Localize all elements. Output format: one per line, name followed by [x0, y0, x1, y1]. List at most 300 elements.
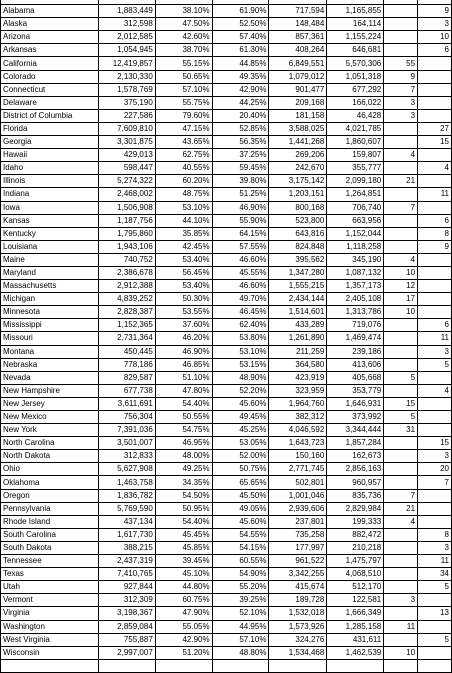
dem-votes-cell[interactable]: 3,588,025: [269, 122, 327, 135]
rep-electoral-cell[interactable]: [418, 83, 452, 96]
dem-electoral-cell[interactable]: 3: [384, 96, 418, 109]
dem-electoral-cell[interactable]: [384, 607, 418, 620]
rep-percent-cell[interactable]: 46.90%: [212, 201, 269, 214]
rep-votes-cell[interactable]: 3,344,444: [327, 424, 384, 437]
dem-votes-cell[interactable]: 643,816: [269, 227, 327, 240]
state-cell[interactable]: Missouri: [1, 332, 99, 345]
dem-votes-cell[interactable]: 523,800: [269, 214, 327, 227]
state-cell[interactable]: Massachusetts: [1, 280, 99, 293]
rep-percent-cell[interactable]: 49.05%: [212, 502, 269, 515]
rep-votes-cell[interactable]: 1,285,158: [327, 620, 384, 633]
rep-percent-cell[interactable]: 52.50%: [212, 18, 269, 31]
rep-votes-cell[interactable]: 210,218: [327, 541, 384, 554]
state-cell[interactable]: Arkansas: [1, 44, 99, 57]
total-votes-cell[interactable]: 1,836,782: [98, 489, 155, 502]
total-votes-cell[interactable]: 3,301,875: [98, 136, 155, 149]
dem-percent-cell[interactable]: 55.15%: [155, 57, 212, 70]
rep-percent-cell[interactable]: 52.10%: [212, 607, 269, 620]
dem-electoral-cell[interactable]: 12: [384, 280, 418, 293]
dem-votes-cell[interactable]: 150,160: [269, 450, 327, 463]
rep-electoral-cell[interactable]: 5: [418, 581, 452, 594]
state-cell[interactable]: District of Columbia: [1, 109, 99, 122]
total-votes-cell[interactable]: [98, 659, 155, 672]
rep-electoral-cell[interactable]: [418, 306, 452, 319]
rep-electoral-cell[interactable]: 11: [418, 555, 452, 568]
dem-percent-cell[interactable]: 53.55%: [155, 306, 212, 319]
dem-votes-cell[interactable]: 423,919: [269, 371, 327, 384]
dem-votes-cell[interactable]: 735,258: [269, 528, 327, 541]
dem-electoral-cell[interactable]: [384, 227, 418, 240]
dem-votes-cell[interactable]: 1,643,723: [269, 437, 327, 450]
table-row[interactable]: [1, 162, 452, 175]
rep-electoral-cell[interactable]: [418, 489, 452, 502]
total-votes-cell[interactable]: 3,611,691: [98, 397, 155, 410]
rep-votes-cell[interactable]: 960,957: [327, 476, 384, 489]
state-cell[interactable]: Vermont: [1, 594, 99, 607]
rep-percent-cell[interactable]: 44.85%: [212, 57, 269, 70]
dem-percent-cell[interactable]: 37.60%: [155, 319, 212, 332]
rep-percent-cell[interactable]: 46.45%: [212, 306, 269, 319]
dem-percent-cell[interactable]: 54.50%: [155, 489, 212, 502]
dem-electoral-cell[interactable]: 10: [384, 266, 418, 279]
dem-votes-cell[interactable]: 1,532,018: [269, 607, 327, 620]
state-cell[interactable]: Oregon: [1, 489, 99, 502]
state-cell[interactable]: Washington: [1, 620, 99, 633]
table-row[interactable]: [1, 384, 452, 397]
dem-votes-cell[interactable]: 502,801: [269, 476, 327, 489]
dem-percent-cell[interactable]: 44.10%: [155, 214, 212, 227]
rep-electoral-cell[interactable]: [418, 57, 452, 70]
dem-electoral-cell[interactable]: 10: [384, 306, 418, 319]
table-row[interactable]: [1, 188, 452, 201]
rep-percent-cell[interactable]: 57.55%: [212, 240, 269, 253]
table-row[interactable]: [1, 424, 452, 437]
dem-percent-cell[interactable]: 45.85%: [155, 541, 212, 554]
dem-percent-cell[interactable]: 38.70%: [155, 44, 212, 57]
table-row[interactable]: [1, 568, 452, 581]
rep-votes-cell[interactable]: 1,666,349: [327, 607, 384, 620]
rep-votes-cell[interactable]: 353,779: [327, 384, 384, 397]
rep-percent-cell[interactable]: 45.60%: [212, 397, 269, 410]
rep-votes-cell[interactable]: 345,190: [327, 253, 384, 266]
table-row[interactable]: [1, 358, 452, 371]
table-row[interactable]: [1, 541, 452, 554]
rep-votes-cell[interactable]: 1,357,173: [327, 280, 384, 293]
rep-electoral-cell[interactable]: 3: [418, 450, 452, 463]
total-votes-cell[interactable]: 7,391,036: [98, 424, 155, 437]
state-cell[interactable]: Utah: [1, 581, 99, 594]
dem-percent-cell[interactable]: 48.00%: [155, 450, 212, 463]
total-votes-cell[interactable]: 1,943,106: [98, 240, 155, 253]
total-votes-cell[interactable]: 429,013: [98, 149, 155, 162]
state-cell[interactable]: Minnesota: [1, 306, 99, 319]
rep-votes-cell[interactable]: 1,118,258: [327, 240, 384, 253]
rep-electoral-cell[interactable]: 27: [418, 122, 452, 135]
rep-votes-cell[interactable]: 4,068,510: [327, 568, 384, 581]
rep-percent-cell[interactable]: 52.20%: [212, 384, 269, 397]
rep-percent-cell[interactable]: 55.20%: [212, 581, 269, 594]
total-votes-cell[interactable]: 740,752: [98, 253, 155, 266]
rep-percent-cell[interactable]: 45.55%: [212, 266, 269, 279]
total-votes-cell[interactable]: 829,587: [98, 371, 155, 384]
dem-percent-cell[interactable]: [155, 659, 212, 672]
dem-electoral-cell[interactable]: [384, 214, 418, 227]
dem-percent-cell[interactable]: 54.75%: [155, 424, 212, 437]
table-row[interactable]: [1, 463, 452, 476]
dem-votes-cell[interactable]: 148,484: [269, 18, 327, 31]
dem-electoral-cell[interactable]: [384, 332, 418, 345]
rep-percent-cell[interactable]: 65.65%: [212, 476, 269, 489]
total-votes-cell[interactable]: 2,828,387: [98, 306, 155, 319]
rep-percent-cell[interactable]: 62.40%: [212, 319, 269, 332]
rep-votes-cell[interactable]: 1,264,851: [327, 188, 384, 201]
dem-electoral-cell[interactable]: 10: [384, 646, 418, 659]
rep-percent-cell[interactable]: 45.60%: [212, 515, 269, 528]
state-cell[interactable]: Oklahoma: [1, 476, 99, 489]
dem-votes-cell[interactable]: 181,158: [269, 109, 327, 122]
rep-electoral-cell[interactable]: [418, 397, 452, 410]
total-votes-cell[interactable]: 312,598: [98, 18, 155, 31]
rep-percent-cell[interactable]: 39.25%: [212, 594, 269, 607]
total-votes-cell[interactable]: 5,769,590: [98, 502, 155, 515]
dem-percent-cell[interactable]: 54.40%: [155, 397, 212, 410]
rep-percent-cell[interactable]: 44.25%: [212, 96, 269, 109]
dem-votes-cell[interactable]: 1,534,468: [269, 646, 327, 659]
dem-percent-cell[interactable]: 50.55%: [155, 411, 212, 424]
state-cell[interactable]: North Carolina: [1, 437, 99, 450]
table-row[interactable]: [1, 227, 452, 240]
rep-votes-cell[interactable]: 1,051,318: [327, 70, 384, 83]
dem-votes-cell[interactable]: 364,580: [269, 358, 327, 371]
state-cell[interactable]: Nevada: [1, 371, 99, 384]
rep-percent-cell[interactable]: 49.35%: [212, 70, 269, 83]
state-cell[interactable]: Colorado: [1, 70, 99, 83]
rep-votes-cell[interactable]: 1,860,607: [327, 136, 384, 149]
dem-percent-cell[interactable]: 46.85%: [155, 358, 212, 371]
dem-votes-cell[interactable]: 1,514,601: [269, 306, 327, 319]
rep-electoral-cell[interactable]: 4: [418, 384, 452, 397]
dem-percent-cell[interactable]: 35.85%: [155, 227, 212, 240]
table-row[interactable]: [1, 646, 452, 659]
rep-electoral-cell[interactable]: 5: [418, 633, 452, 646]
state-cell[interactable]: Montana: [1, 345, 99, 358]
dem-electoral-cell[interactable]: [384, 437, 418, 450]
rep-votes-cell[interactable]: 1,469,474: [327, 332, 384, 345]
table-row[interactable]: [1, 96, 452, 109]
dem-electoral-cell[interactable]: [384, 18, 418, 31]
rep-electoral-cell[interactable]: [418, 411, 452, 424]
rep-votes-cell[interactable]: 373,992: [327, 411, 384, 424]
table-row[interactable]: [1, 240, 452, 253]
dem-votes-cell[interactable]: 1,441,268: [269, 136, 327, 149]
dem-votes-cell[interactable]: 4,046,592: [269, 424, 327, 437]
dem-votes-cell[interactable]: 1,347,280: [269, 266, 327, 279]
dem-votes-cell[interactable]: 323,959: [269, 384, 327, 397]
state-cell[interactable]: Ohio: [1, 463, 99, 476]
rep-electoral-cell[interactable]: 8: [418, 227, 452, 240]
total-votes-cell[interactable]: 5,274,322: [98, 175, 155, 188]
dem-electoral-cell[interactable]: 4: [384, 515, 418, 528]
rep-percent-cell[interactable]: 46.60%: [212, 253, 269, 266]
dem-electoral-cell[interactable]: [384, 358, 418, 371]
dem-electoral-cell[interactable]: [384, 541, 418, 554]
rep-electoral-cell[interactable]: 8: [418, 528, 452, 541]
rep-votes-cell[interactable]: 2,829,984: [327, 502, 384, 515]
table-row[interactable]: [1, 659, 452, 672]
dem-percent-cell[interactable]: 50.95%: [155, 502, 212, 515]
rep-votes-cell[interactable]: 663,956: [327, 214, 384, 227]
rep-votes-cell[interactable]: 355,777: [327, 162, 384, 175]
dem-percent-cell[interactable]: 47.15%: [155, 122, 212, 135]
rep-votes-cell[interactable]: 405,668: [327, 371, 384, 384]
total-votes-cell[interactable]: 778,186: [98, 358, 155, 371]
dem-percent-cell[interactable]: 53.40%: [155, 280, 212, 293]
dem-percent-cell[interactable]: 40.55%: [155, 162, 212, 175]
state-cell[interactable]: South Dakota: [1, 541, 99, 554]
state-cell[interactable]: Texas: [1, 568, 99, 581]
rep-percent-cell[interactable]: 54.55%: [212, 528, 269, 541]
rep-percent-cell[interactable]: 53.10%: [212, 345, 269, 358]
rep-votes-cell[interactable]: 159,807: [327, 149, 384, 162]
dem-percent-cell[interactable]: 56.45%: [155, 266, 212, 279]
table-row[interactable]: [1, 18, 452, 31]
rep-percent-cell[interactable]: 39.80%: [212, 175, 269, 188]
rep-votes-cell[interactable]: 166,022: [327, 96, 384, 109]
total-votes-cell[interactable]: 3,198,367: [98, 607, 155, 620]
state-cell[interactable]: New Hampshire: [1, 384, 99, 397]
rep-percent-cell[interactable]: 20.40%: [212, 109, 269, 122]
state-cell[interactable]: Delaware: [1, 96, 99, 109]
rep-votes-cell[interactable]: 1,857,284: [327, 437, 384, 450]
rep-percent-cell[interactable]: 54.90%: [212, 568, 269, 581]
dem-votes-cell[interactable]: 1,555,215: [269, 280, 327, 293]
rep-percent-cell[interactable]: 61.30%: [212, 44, 269, 57]
state-cell[interactable]: Kentucky: [1, 227, 99, 240]
state-cell[interactable]: Indiana: [1, 188, 99, 201]
total-votes-cell[interactable]: 927,844: [98, 581, 155, 594]
table-row[interactable]: [1, 515, 452, 528]
state-cell[interactable]: Tennessee: [1, 555, 99, 568]
dem-percent-cell[interactable]: 38.10%: [155, 5, 212, 18]
dem-votes-cell[interactable]: 901,477: [269, 83, 327, 96]
total-votes-cell[interactable]: 7,410,765: [98, 568, 155, 581]
dem-percent-cell[interactable]: 51.20%: [155, 646, 212, 659]
dem-percent-cell[interactable]: 43.65%: [155, 136, 212, 149]
rep-percent-cell[interactable]: 37.25%: [212, 149, 269, 162]
dem-electoral-cell[interactable]: [384, 162, 418, 175]
dem-votes-cell[interactable]: 211,259: [269, 345, 327, 358]
dem-votes-cell[interactable]: 3,175,142: [269, 175, 327, 188]
rep-electoral-cell[interactable]: [418, 293, 452, 306]
dem-electoral-cell[interactable]: [384, 555, 418, 568]
rep-electoral-cell[interactable]: [418, 109, 452, 122]
dem-votes-cell[interactable]: [269, 659, 327, 672]
dem-votes-cell[interactable]: 1,261,890: [269, 332, 327, 345]
rep-electoral-cell[interactable]: [418, 515, 452, 528]
state-cell[interactable]: New Jersey: [1, 397, 99, 410]
table-row[interactable]: [1, 57, 452, 70]
dem-electoral-cell[interactable]: 21: [384, 175, 418, 188]
dem-votes-cell[interactable]: 6,849,551: [269, 57, 327, 70]
rep-votes-cell[interactable]: 719,076: [327, 319, 384, 332]
dem-percent-cell[interactable]: 46.20%: [155, 332, 212, 345]
rep-votes-cell[interactable]: 413,606: [327, 358, 384, 371]
total-votes-cell[interactable]: 437,134: [98, 515, 155, 528]
rep-electoral-cell[interactable]: 10: [418, 31, 452, 44]
dem-votes-cell[interactable]: 177,997: [269, 541, 327, 554]
dem-votes-cell[interactable]: 324,276: [269, 633, 327, 646]
dem-electoral-cell[interactable]: [384, 463, 418, 476]
rep-percent-cell[interactable]: 50.75%: [212, 463, 269, 476]
rep-percent-cell[interactable]: 59.45%: [212, 162, 269, 175]
dem-percent-cell[interactable]: 42.90%: [155, 633, 212, 646]
rep-percent-cell[interactable]: 42.90%: [212, 83, 269, 96]
rep-percent-cell[interactable]: 48.90%: [212, 371, 269, 384]
rep-votes-cell[interactable]: 431,611: [327, 633, 384, 646]
dem-electoral-cell[interactable]: [384, 44, 418, 57]
state-cell[interactable]: Arizona: [1, 31, 99, 44]
dem-electoral-cell[interactable]: 3: [384, 594, 418, 607]
total-votes-cell[interactable]: 4,839,252: [98, 293, 155, 306]
dem-percent-cell[interactable]: 47.80%: [155, 384, 212, 397]
state-cell[interactable]: South Carolina: [1, 528, 99, 541]
rep-votes-cell[interactable]: 239,186: [327, 345, 384, 358]
dem-electoral-cell[interactable]: [384, 122, 418, 135]
dem-percent-cell[interactable]: 46.90%: [155, 345, 212, 358]
total-votes-cell[interactable]: 312,309: [98, 594, 155, 607]
table-row[interactable]: [1, 175, 452, 188]
table-row[interactable]: [1, 607, 452, 620]
rep-votes-cell[interactable]: 122,581: [327, 594, 384, 607]
dem-votes-cell[interactable]: 1,001,046: [269, 489, 327, 502]
state-cell[interactable]: West Virginia: [1, 633, 99, 646]
total-votes-cell[interactable]: 2,731,364: [98, 332, 155, 345]
table-row[interactable]: [1, 437, 452, 450]
rep-electoral-cell[interactable]: 34: [418, 568, 452, 581]
total-votes-cell[interactable]: 2,468,002: [98, 188, 155, 201]
dem-percent-cell[interactable]: 53.10%: [155, 201, 212, 214]
dem-electoral-cell[interactable]: [384, 633, 418, 646]
table-row[interactable]: [1, 345, 452, 358]
rep-percent-cell[interactable]: 52.00%: [212, 450, 269, 463]
table-row[interactable]: [1, 450, 452, 463]
rep-votes-cell[interactable]: 5,570,306: [327, 57, 384, 70]
total-votes-cell[interactable]: 227,586: [98, 109, 155, 122]
dem-votes-cell[interactable]: 824,848: [269, 240, 327, 253]
dem-percent-cell[interactable]: 46.95%: [155, 437, 212, 450]
rep-percent-cell[interactable]: 53.15%: [212, 358, 269, 371]
rep-electoral-cell[interactable]: 3: [418, 345, 452, 358]
table-row[interactable]: [1, 319, 452, 332]
dem-percent-cell[interactable]: 60.20%: [155, 175, 212, 188]
rep-votes-cell[interactable]: 1,087,132: [327, 266, 384, 279]
dem-votes-cell[interactable]: 1,964,760: [269, 397, 327, 410]
dem-percent-cell[interactable]: 44.80%: [155, 581, 212, 594]
state-cell[interactable]: Nebraska: [1, 358, 99, 371]
rep-electoral-cell[interactable]: 15: [418, 437, 452, 450]
dem-percent-cell[interactable]: 49.25%: [155, 463, 212, 476]
total-votes-cell[interactable]: 755,887: [98, 633, 155, 646]
rep-percent-cell[interactable]: 51.25%: [212, 188, 269, 201]
dem-percent-cell[interactable]: 50.30%: [155, 293, 212, 306]
table-row[interactable]: [1, 620, 452, 633]
rep-votes-cell[interactable]: 882,472: [327, 528, 384, 541]
total-votes-cell[interactable]: 2,997,007: [98, 646, 155, 659]
total-votes-cell[interactable]: 1,578,769: [98, 83, 155, 96]
state-cell[interactable]: Louisiana: [1, 240, 99, 253]
total-votes-cell[interactable]: 5,627,908: [98, 463, 155, 476]
table-row[interactable]: [1, 70, 452, 83]
rep-votes-cell[interactable]: 706,740: [327, 201, 384, 214]
dem-percent-cell[interactable]: 45.10%: [155, 568, 212, 581]
table-row[interactable]: [1, 31, 452, 44]
rep-votes-cell[interactable]: [327, 659, 384, 672]
rep-votes-cell[interactable]: 2,099,180: [327, 175, 384, 188]
rep-votes-cell[interactable]: 1,475,797: [327, 555, 384, 568]
rep-percent-cell[interactable]: 60.55%: [212, 555, 269, 568]
table-row[interactable]: [1, 581, 452, 594]
table-row[interactable]: [1, 83, 452, 96]
total-votes-cell[interactable]: 388,215: [98, 541, 155, 554]
dem-electoral-cell[interactable]: 5: [384, 371, 418, 384]
dem-electoral-cell[interactable]: 4: [384, 253, 418, 266]
rep-percent-cell[interactable]: [212, 659, 269, 672]
state-cell[interactable]: North Dakota: [1, 450, 99, 463]
rep-electoral-cell[interactable]: [418, 149, 452, 162]
state-cell[interactable]: Wisconsin: [1, 646, 99, 659]
dem-electoral-cell[interactable]: 31: [384, 424, 418, 437]
dem-votes-cell[interactable]: 382,312: [269, 411, 327, 424]
rep-electoral-cell[interactable]: 3: [418, 18, 452, 31]
dem-electoral-cell[interactable]: 3: [384, 109, 418, 122]
rep-electoral-cell[interactable]: 20: [418, 463, 452, 476]
rep-votes-cell[interactable]: 46,428: [327, 109, 384, 122]
dem-electoral-cell[interactable]: 4: [384, 149, 418, 162]
dem-electoral-cell[interactable]: 7: [384, 489, 418, 502]
dem-percent-cell[interactable]: 53.40%: [155, 253, 212, 266]
table-row[interactable]: [1, 149, 452, 162]
table-row[interactable]: [1, 528, 452, 541]
dem-electoral-cell[interactable]: [384, 5, 418, 18]
dem-electoral-cell[interactable]: [384, 319, 418, 332]
dem-votes-cell[interactable]: 857,361: [269, 31, 327, 44]
rep-electoral-cell[interactable]: 13: [418, 607, 452, 620]
rep-electoral-cell[interactable]: 9: [418, 240, 452, 253]
dem-electoral-cell[interactable]: 5: [384, 411, 418, 424]
dem-electoral-cell[interactable]: 55: [384, 57, 418, 70]
rep-percent-cell[interactable]: 49.45%: [212, 411, 269, 424]
dem-votes-cell[interactable]: 2,939,606: [269, 502, 327, 515]
rep-electoral-cell[interactable]: [418, 266, 452, 279]
table-row[interactable]: [1, 371, 452, 384]
dem-electoral-cell[interactable]: [384, 528, 418, 541]
dem-electoral-cell[interactable]: [384, 568, 418, 581]
rep-percent-cell[interactable]: 57.10%: [212, 633, 269, 646]
state-cell[interactable]: Idaho: [1, 162, 99, 175]
dem-percent-cell[interactable]: 42.45%: [155, 240, 212, 253]
dem-electoral-cell[interactable]: [384, 136, 418, 149]
total-votes-cell[interactable]: 1,152,365: [98, 319, 155, 332]
dem-electoral-cell[interactable]: 7: [384, 201, 418, 214]
dem-electoral-cell[interactable]: 9: [384, 70, 418, 83]
dem-votes-cell[interactable]: 237,801: [269, 515, 327, 528]
dem-votes-cell[interactable]: 800,168: [269, 201, 327, 214]
rep-electoral-cell[interactable]: [418, 280, 452, 293]
rep-votes-cell[interactable]: 164,114: [327, 18, 384, 31]
rep-electoral-cell[interactable]: [418, 502, 452, 515]
table-row[interactable]: [1, 306, 452, 319]
dem-electoral-cell[interactable]: [384, 345, 418, 358]
